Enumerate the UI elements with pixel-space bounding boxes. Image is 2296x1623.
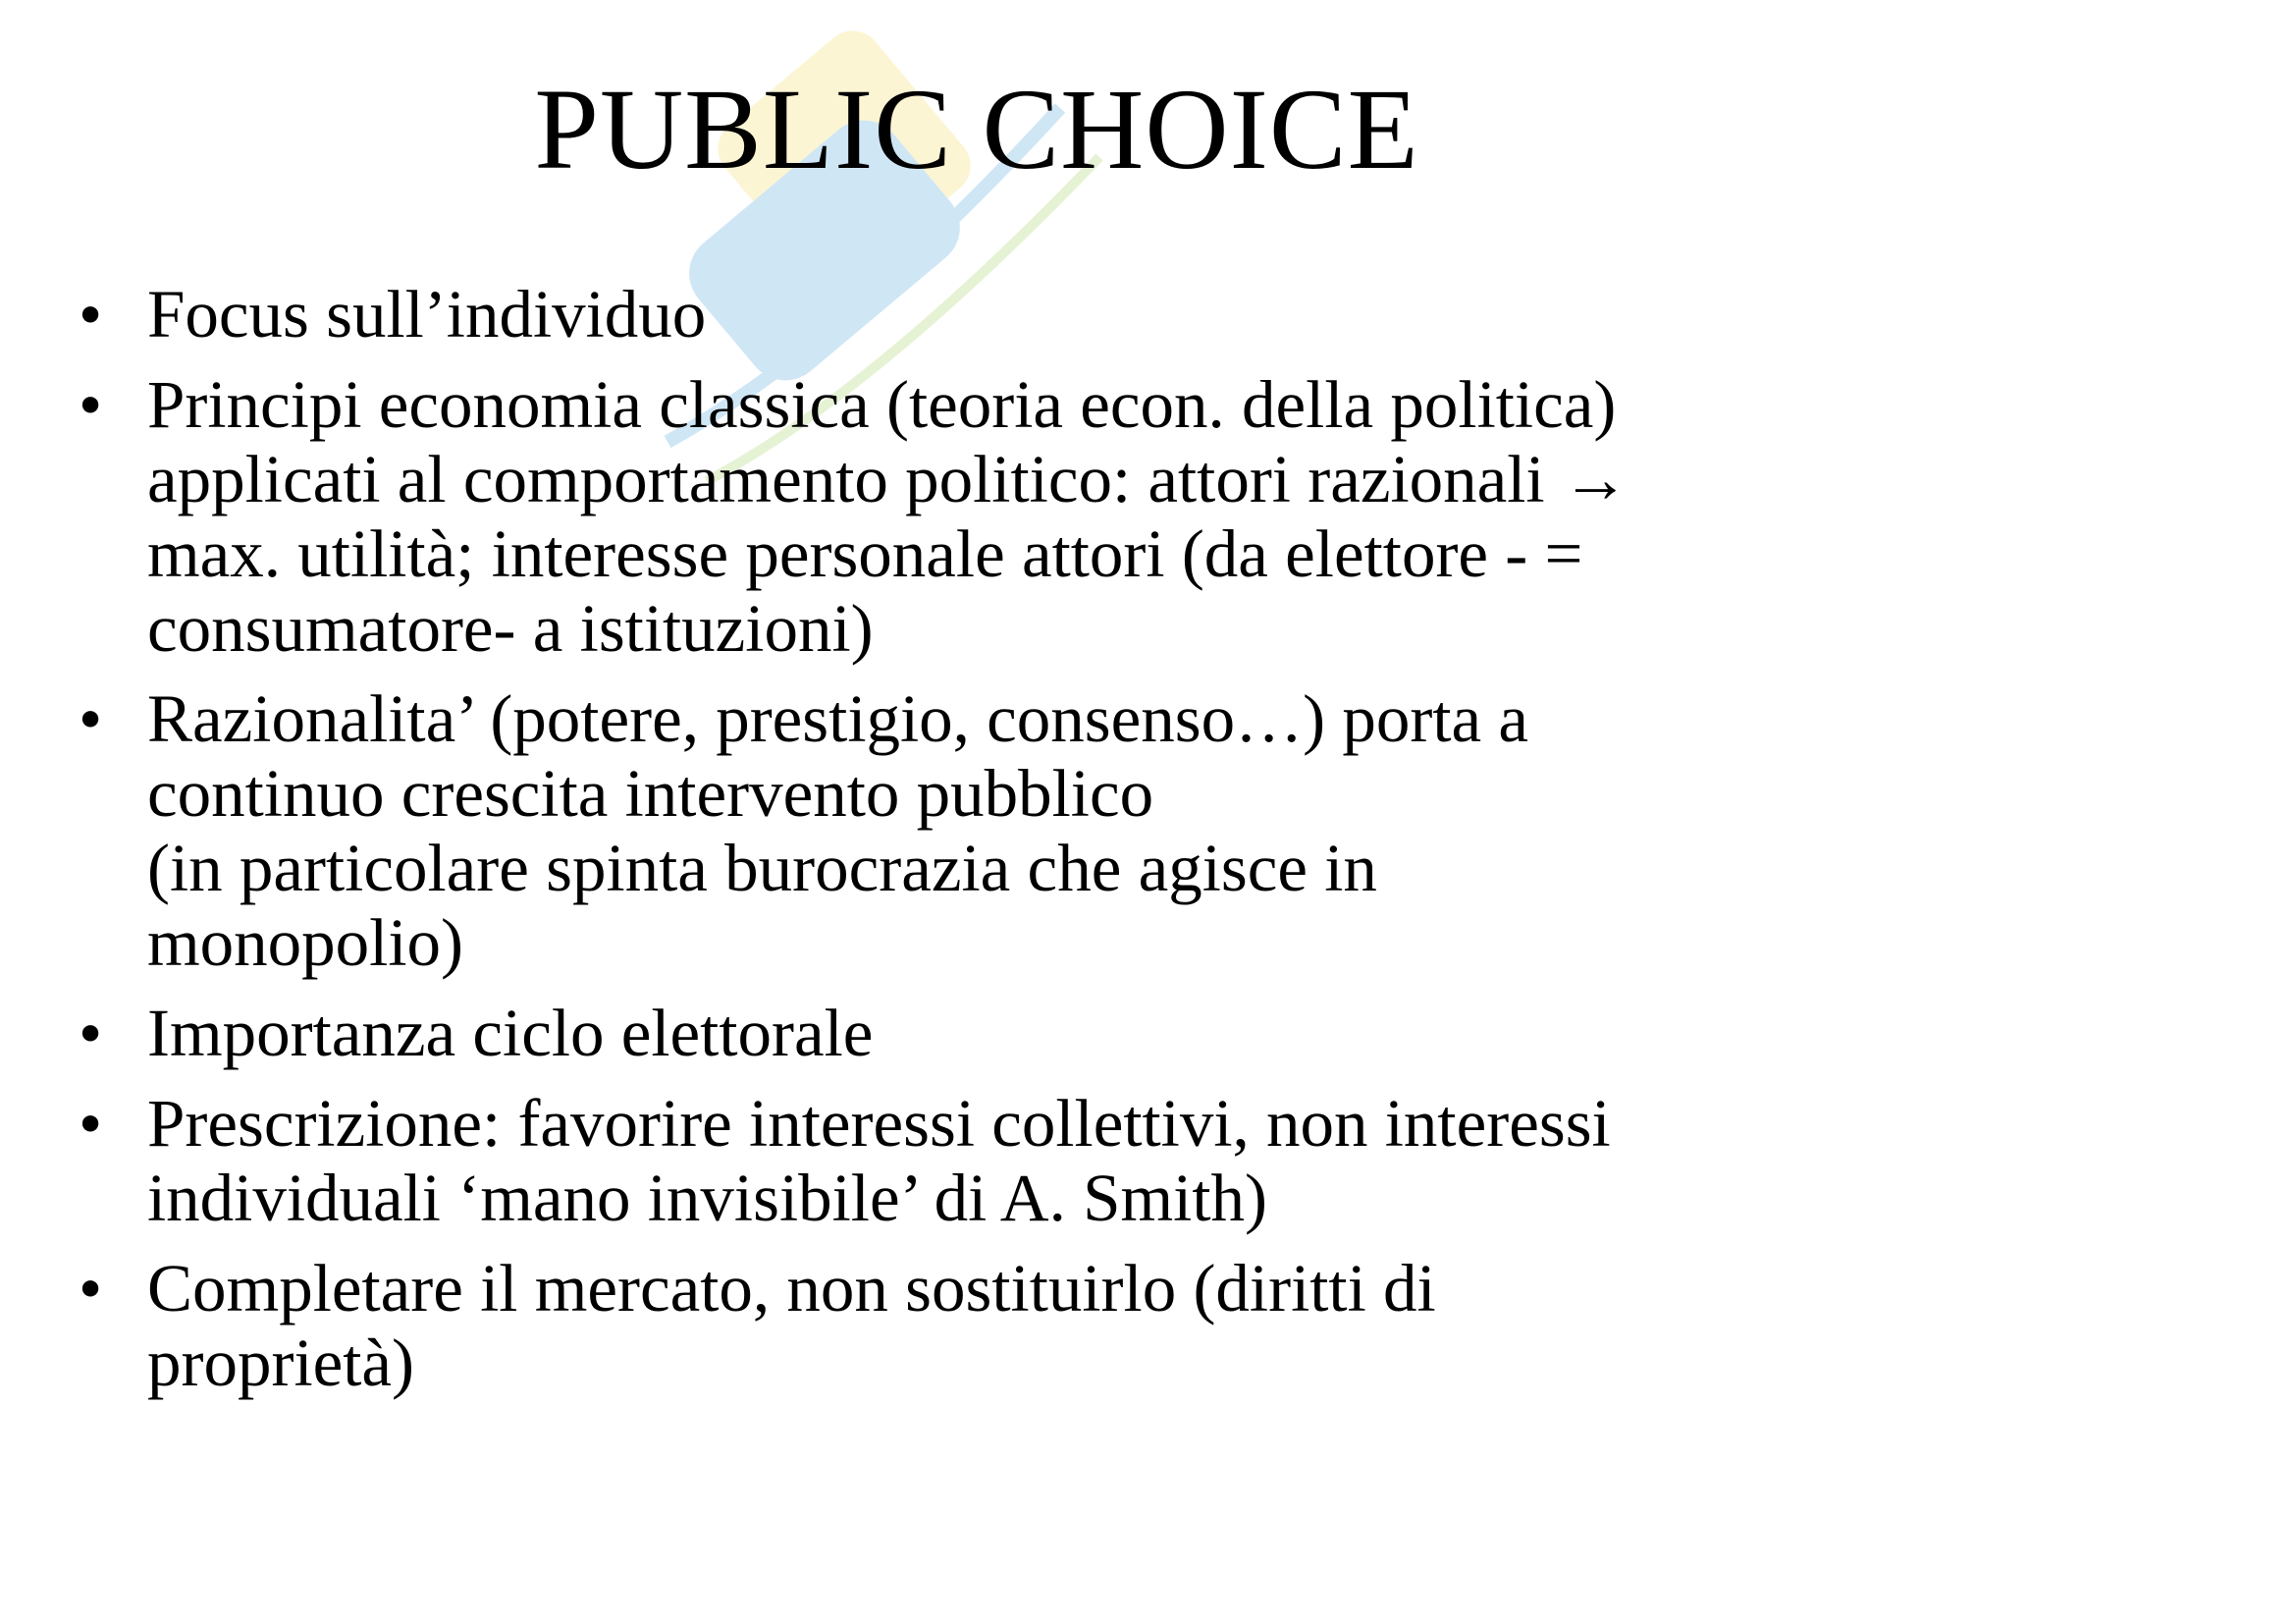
- bullet-list: [69, 277, 1934, 1416]
- bullet-text: consumatore- a istituzioni): [147, 591, 874, 666]
- bullet-item: [69, 1251, 1934, 1400]
- bullet-text: applicati al comportamento politico: attori razionali →: [147, 442, 1629, 516]
- bullet-dot-icon: •: [79, 367, 103, 442]
- bullet-dot-icon: •: [79, 996, 103, 1070]
- bullet-text: Principi economia classica (teoria econ. della politica): [147, 367, 1617, 442]
- bullet-text: Completare il mercato, non sostituirlo (diritti di: [147, 1251, 1436, 1325]
- bullet-text: max. utilità; interesse personale attori (da elettore - =: [147, 516, 1583, 591]
- bullet-item: [69, 367, 1934, 666]
- bullet-text: Prescrizione: favorire interessi collettivi, non interessi: [147, 1086, 1611, 1161]
- bullet-text: monopolio): [147, 905, 463, 980]
- bullet-text: proprietà): [147, 1325, 415, 1400]
- bullet-dot-icon: •: [79, 277, 103, 352]
- bullet-text: (in particolare spinta burocrazia che agisce in: [147, 831, 1377, 905]
- bullet-item: [69, 1086, 1934, 1235]
- bullet-item: [69, 277, 1934, 352]
- bullet-text: Razionalita’ (potere, prestigio, consenso…) porta a: [147, 681, 1528, 756]
- slide-title: PUBLIC CHOICE: [534, 65, 1419, 193]
- bullet-item: [69, 996, 1934, 1070]
- bullet-dot-icon: •: [79, 681, 103, 756]
- bullet-text: Focus sull’individuo: [147, 277, 707, 352]
- bullet-text: Importanza ciclo elettorale: [147, 996, 874, 1070]
- bullet-text: continuo crescita intervento pubblico: [147, 756, 1154, 831]
- bullet-item: [69, 681, 1934, 980]
- bullet-dot-icon: •: [79, 1251, 103, 1325]
- bullet-text: individuali ‘mano invisibile’ di A. Smith): [147, 1161, 1267, 1235]
- bullet-dot-icon: •: [79, 1086, 103, 1161]
